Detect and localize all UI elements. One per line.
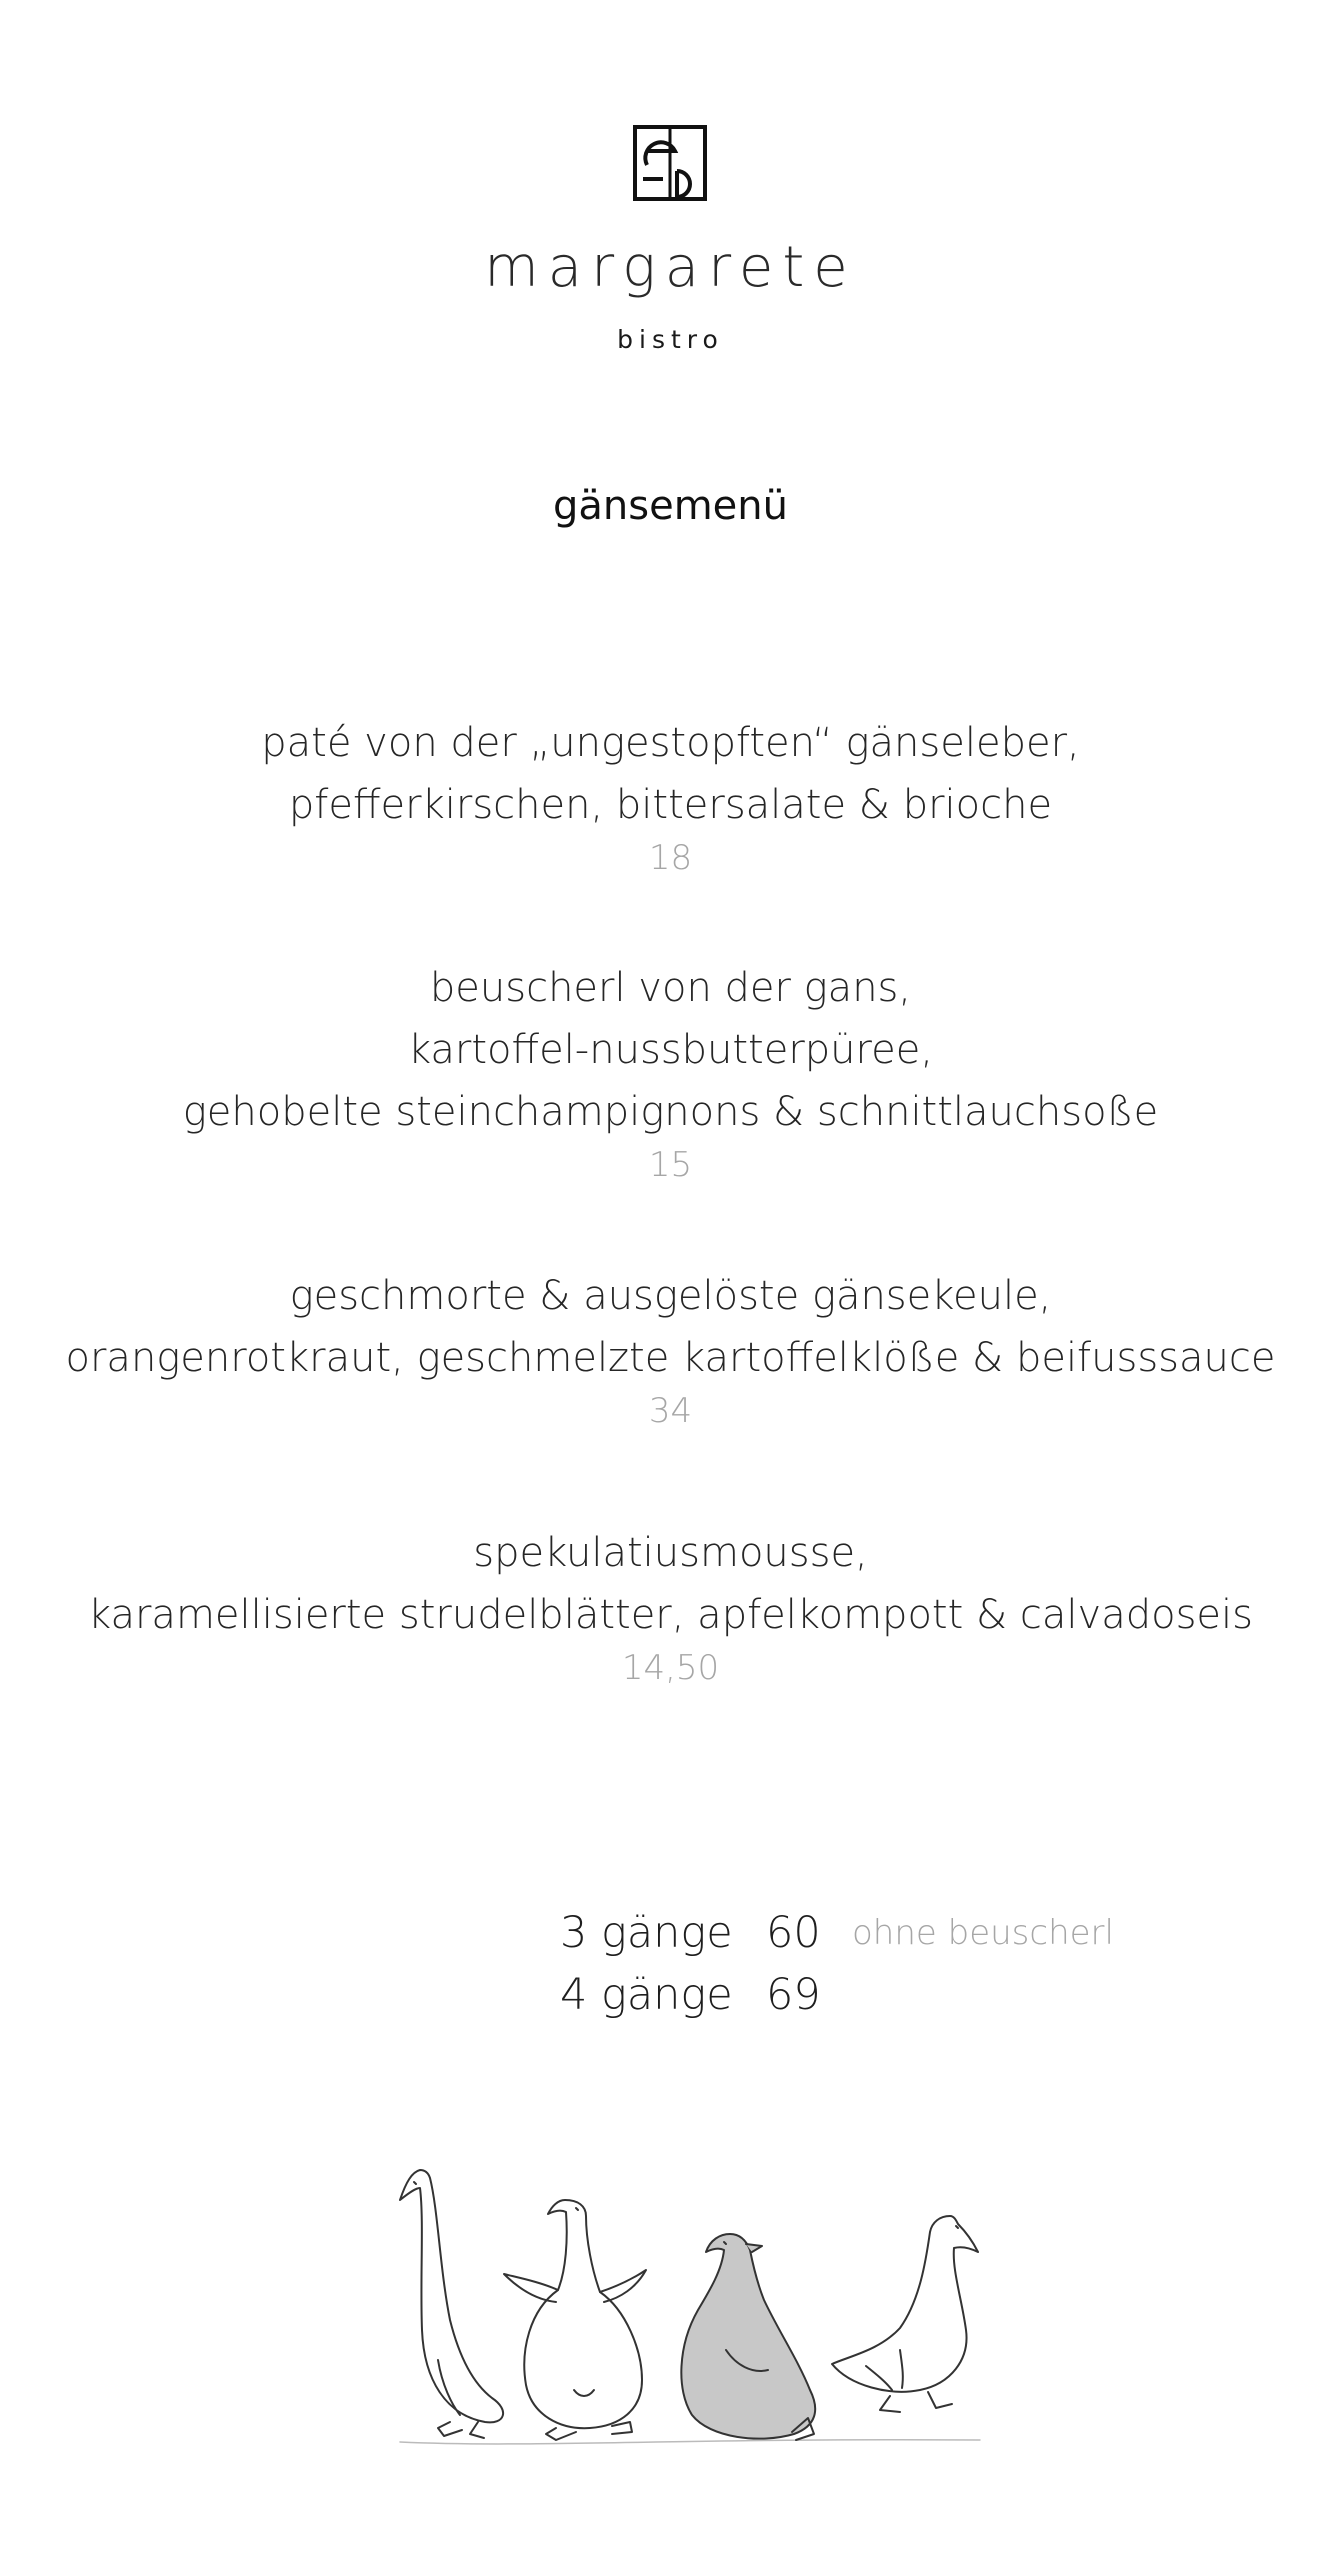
dish-description-line: geschmorte & ausgelöste gänsekeule,: [289, 1273, 1052, 1319]
course-price: 60: [766, 1908, 821, 1958]
dish-item: [0, 957, 1341, 1187]
course-label: 4 gänge: [560, 1970, 733, 2020]
dish-price: 15: [648, 1145, 693, 1185]
brand-name: margarete: [484, 235, 857, 300]
dish-description-line: beuscherl von der gans,: [429, 965, 912, 1011]
dish-price: 14,50: [621, 1648, 720, 1688]
dish-description-line: gehobelte steinchampignons & schnittlauchsoße: [182, 1089, 1159, 1135]
dish-price: 34: [648, 1391, 693, 1431]
brand-subtitle: bistro: [617, 325, 724, 354]
geese-illustration-icon: [380, 2160, 1000, 2460]
menu-title: gänsemenü: [553, 483, 788, 529]
dish-item: [0, 1522, 1341, 1690]
dish-item: [0, 712, 1341, 880]
course-note: ohne beuscherl: [852, 1913, 1114, 1953]
dish-description-line: karamellisierte strudelblätter, apfelkompott & calvadoseis: [88, 1592, 1253, 1638]
dish-description-line: kartoffel-nussbutterpüree,: [407, 1027, 934, 1073]
dish-price: 18: [648, 838, 693, 878]
dish-description-line: pfefferkirschen, bittersalate & brioche: [288, 782, 1053, 828]
dish-description-line: orangenrotkraut, geschmelzte kartoffelklöße & beifusssauce: [65, 1335, 1276, 1381]
course-label: 3 gänge: [560, 1908, 733, 1958]
logo-icon: [633, 125, 707, 201]
course-price: 69: [766, 1970, 821, 2020]
dish-item: [0, 1265, 1341, 1433]
dish-description-line: spekulatiusmousse,: [473, 1530, 868, 1576]
dish-description-line: paté von der „ungestopften“ gänseleber,: [261, 720, 1080, 766]
